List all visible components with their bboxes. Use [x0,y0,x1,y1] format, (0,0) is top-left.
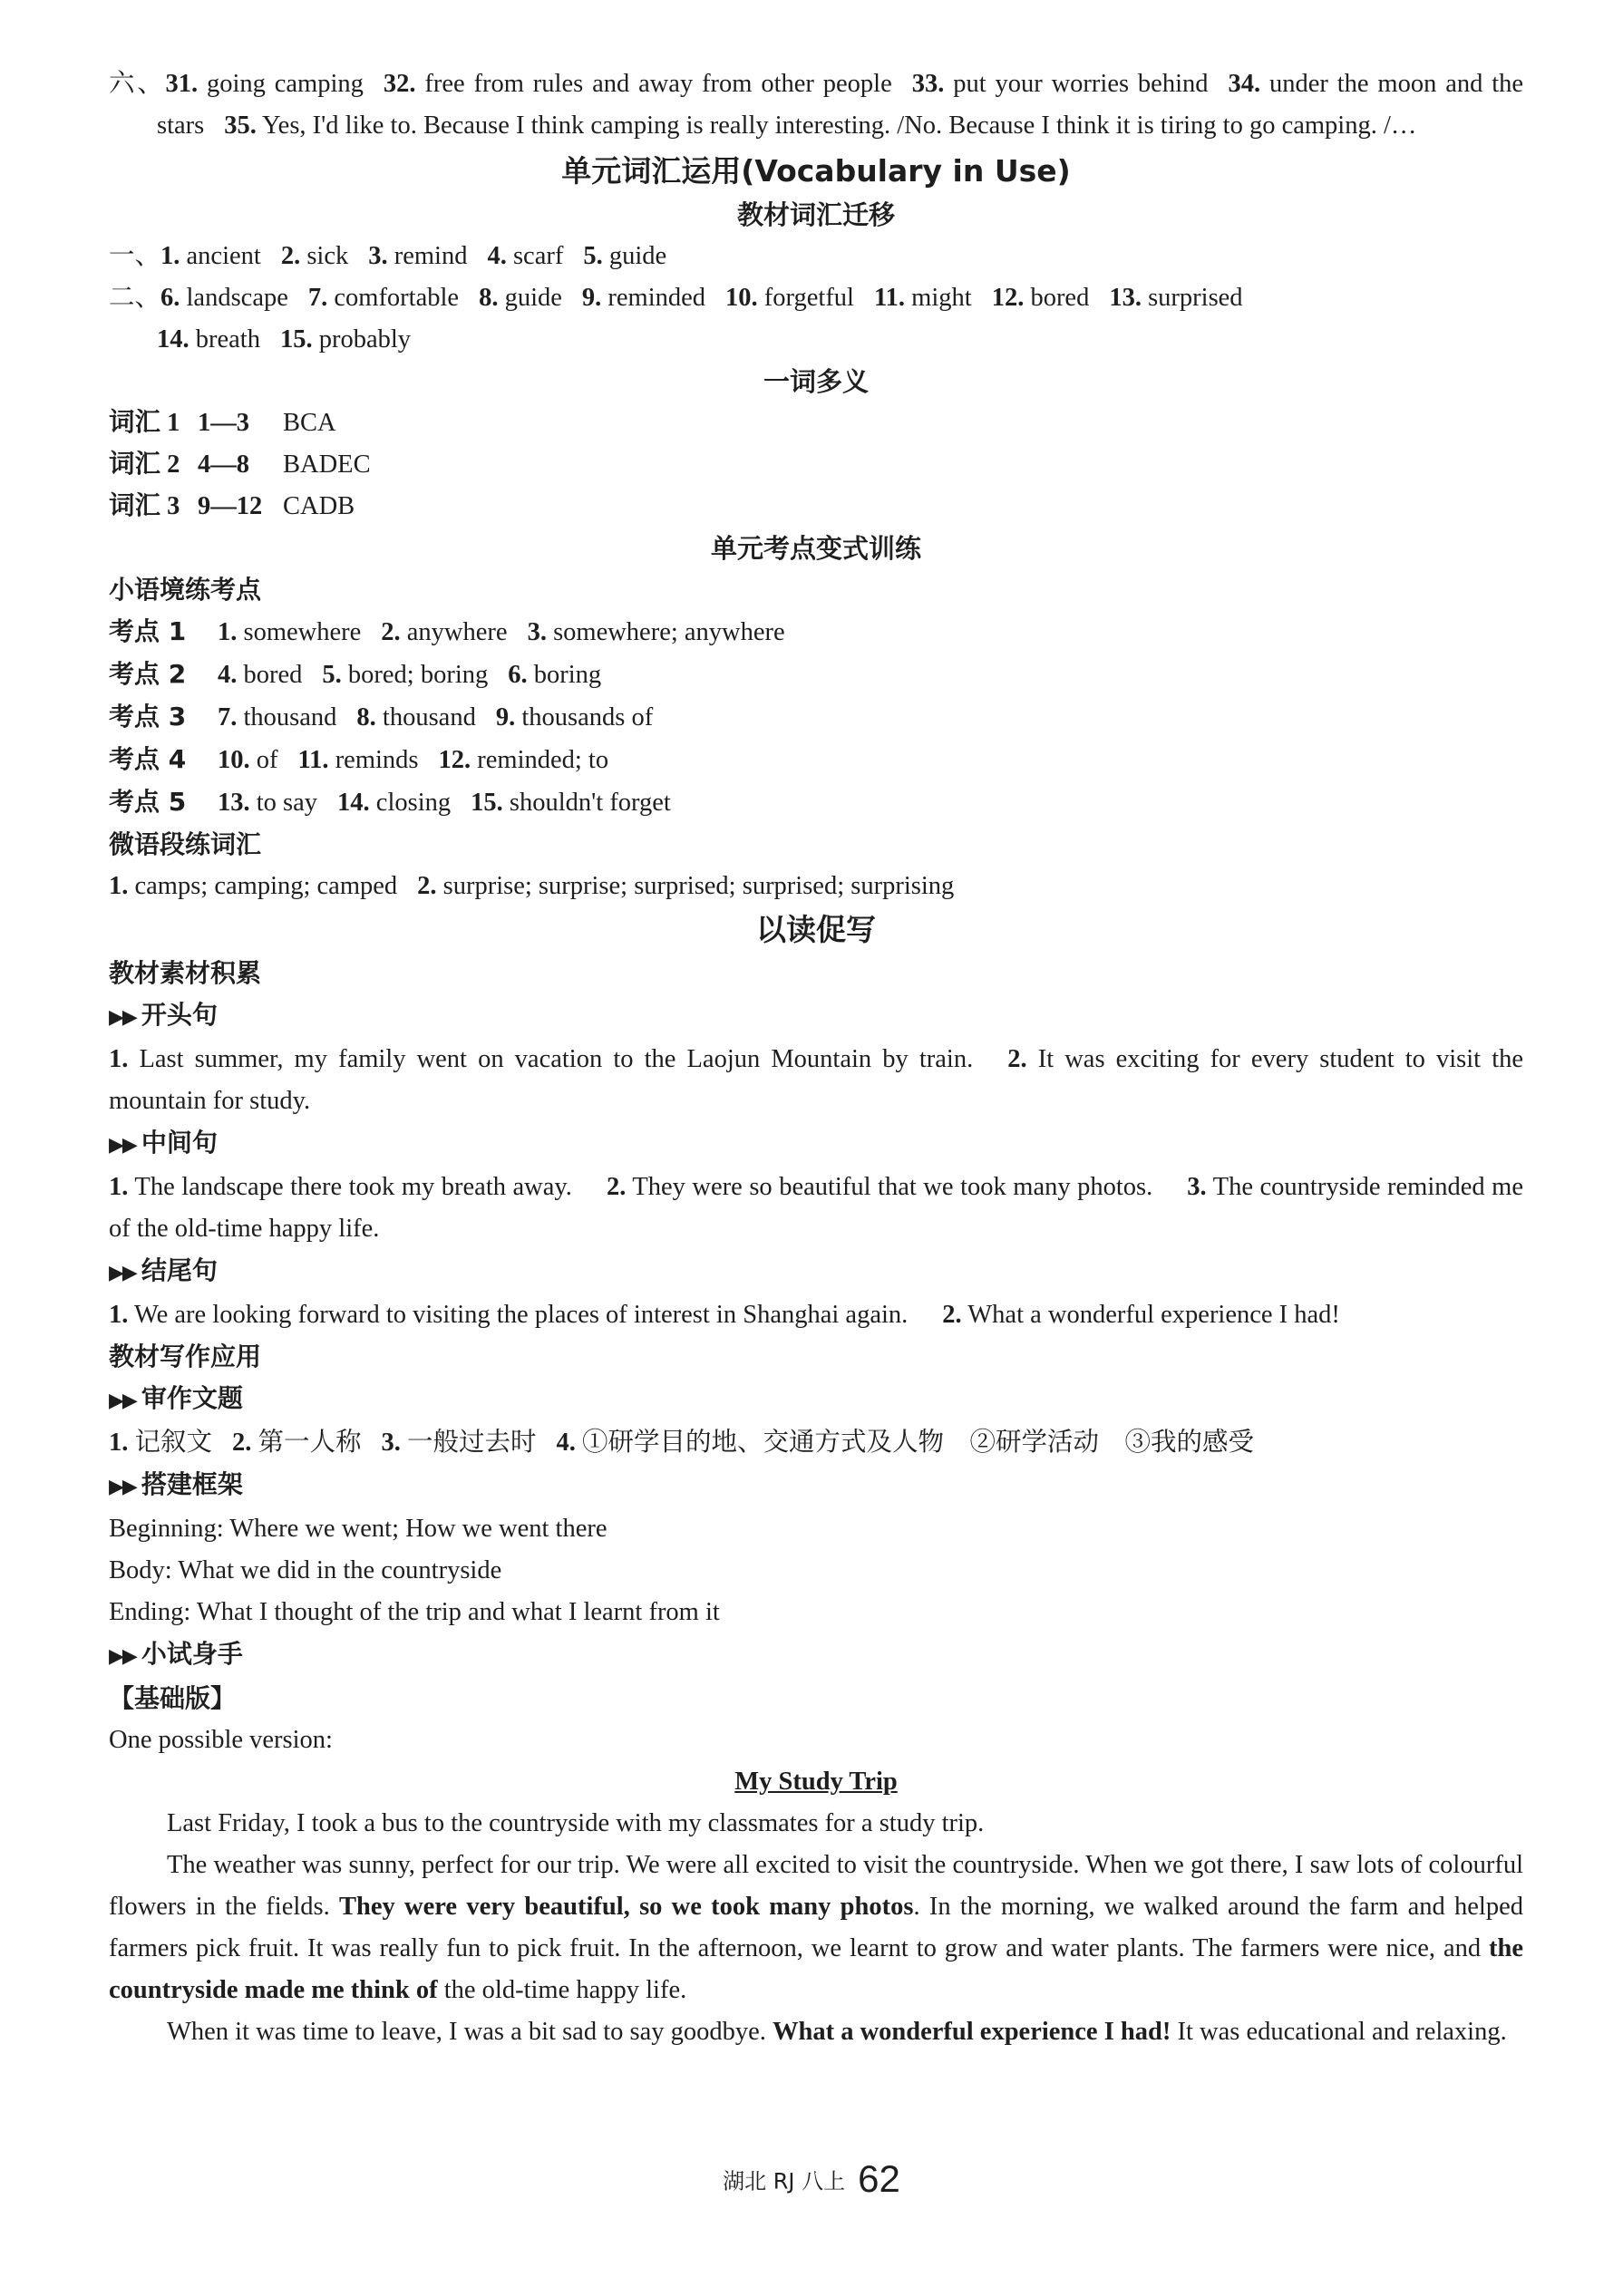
framework-ending: Ending: What I thought of the trip and what I learnt from it [109,1598,720,1626]
double-triangle-icon: ▶▶ [109,1476,136,1498]
read-to-write-heading: 以读促写 [756,912,876,947]
section-1-answers: 一、1. ancient 2. sick 3. remind 4. scarf 5. guide [109,242,667,270]
try-it-heading: ▶▶ 小试身手 [109,1639,243,1669]
essay-paragraph: When it was time to leave, I was a bit sad to say goodbye. What a wonderful experience I had! It was educational and relaxing. [167,2018,1507,2046]
kaodian-row: 考点 4 10. of 11. reminds 12. reminded; to [109,744,609,774]
essay-title: My Study Trip [734,1768,898,1796]
possible-version-label: One possible version: [109,1726,333,1754]
double-triangle-icon: ▶▶ [109,1390,136,1412]
unit-variant-training-heading: 单元考点变式训练 [710,533,921,564]
context-practice-heading: 小语境练考点 [109,575,262,605]
polysemy-row: 词汇 1 1—3 BCA [109,409,336,437]
textbook-vocab-transfer-heading: 教材词汇迁移 [736,199,895,230]
polysemy-row: 词汇 3 9—12 CADB [109,492,355,520]
ending-sentences-heading: ▶▶ 结尾句 [109,1255,218,1285]
page-footer [0,2157,1623,2201]
page-content [109,63,1523,2053]
ending-sentences: 1. We are looking forward to visiting the places of interest in Shanghai again. 2. What a wonderful experience I had! [109,1301,1340,1329]
analyze-topic-answers: 1. 记叙文 2. 第一人称 3. 一般过去时 4. ①研学目的地、交通方式及人物 ②研学活动 ③我的感受 [109,1429,1255,1457]
polysemy-heading: 一词多义 [763,366,869,397]
framework-beginning: Beginning: Where we went; How we went there [109,1515,607,1543]
section-label: 六、 [109,70,166,98]
polysemy-row: 词汇 2 4—8 BADEC [109,450,371,479]
section-6-answers: 六、31. going camping 32. free from rules and away from other people 33. put your worries behind 34. under the moon and the stars 35. Yes, I'd like to. Because I think camping is really interesting. /No. Because I think it is tiring to go camping. /… [109,70,1524,140]
double-triangle-icon: ▶▶ [109,1645,136,1668]
double-triangle-icon: ▶▶ [109,1262,136,1284]
essay-paragraph: The weather was sunny, perfect for our trip. We were all excited to visit the countryside. When we got there, I saw lots of colourful flowers in the fields. They were very beautiful, so we took many photos. In the morning, we walked around the farm and helped farmers pick fruit. It was really fun to pick fruit. In the afternoon, we learnt to grow and water plants. The farmers were nice, and the countryside made me think of the old-time happy life. [109,1851,1523,2004]
double-triangle-icon: ▶▶ [109,1134,136,1157]
micro-paragraph-heading: 微语段练词汇 [109,829,262,859]
footer-label: 湖北 RJ 八上 [723,2168,846,2194]
opening-sentences: 1. Last summer, my family went on vacation to the Laojun Mountain by train. 2. It was exciting for every student to visit the mountain for study. [109,1045,1524,1115]
opening-sentences-heading: ▶▶ 开头句 [109,1000,218,1030]
kaodian-row: 考点 3 7. thousand 8. thousand 9. thousands of [109,702,654,731]
kaodian-row: 考点 5 13. to say 14. closing 15. shouldn't forget [109,787,671,817]
double-triangle-icon: ▶▶ [109,1006,136,1029]
essay-paragraph: Last Friday, I took a bus to the countryside with my classmates for a study trip. [167,1809,985,1837]
kaodian-row: 考点 2 4. bored 5. bored; boring 6. boring [109,659,602,689]
material-accumulation-heading: 教材素材积累 [109,958,262,988]
middle-sentences: 1. The landscape there took my breath away. 2. They were so beautiful that we took many photos. 3. The countryside reminded me of the old-time happy life. [109,1173,1523,1243]
analyze-topic-heading: ▶▶ 审作文题 [109,1383,243,1413]
section-2-answers: 二、6. landscape 7. comfortable 8. guide 9. reminded 10. forgetful 11. might 12. bored 13. surprised 14. breath 15. probably [109,284,1243,354]
framework-body: Body: What we did in the countryside [109,1556,502,1584]
build-framework-heading: ▶▶ 搭建框架 [109,1469,243,1499]
kaodian-row: 考点 1 1. somewhere 2. anywhere 3. somewhere; anywhere [109,616,785,646]
basic-version-label: 【基础版】 [109,1683,237,1713]
writing-application-heading: 教材写作应用 [109,1342,262,1371]
middle-sentences-heading: ▶▶ 中间句 [109,1128,218,1158]
vocabulary-in-use-heading: 单元词汇运用(Vocabulary in Use) [561,153,1071,189]
page-number: 62 [858,2157,900,2200]
micro-paragraph-answers: 1. camps; camping; camped 2. surprise; surprise; surprised; surprised; surprising [109,872,955,900]
